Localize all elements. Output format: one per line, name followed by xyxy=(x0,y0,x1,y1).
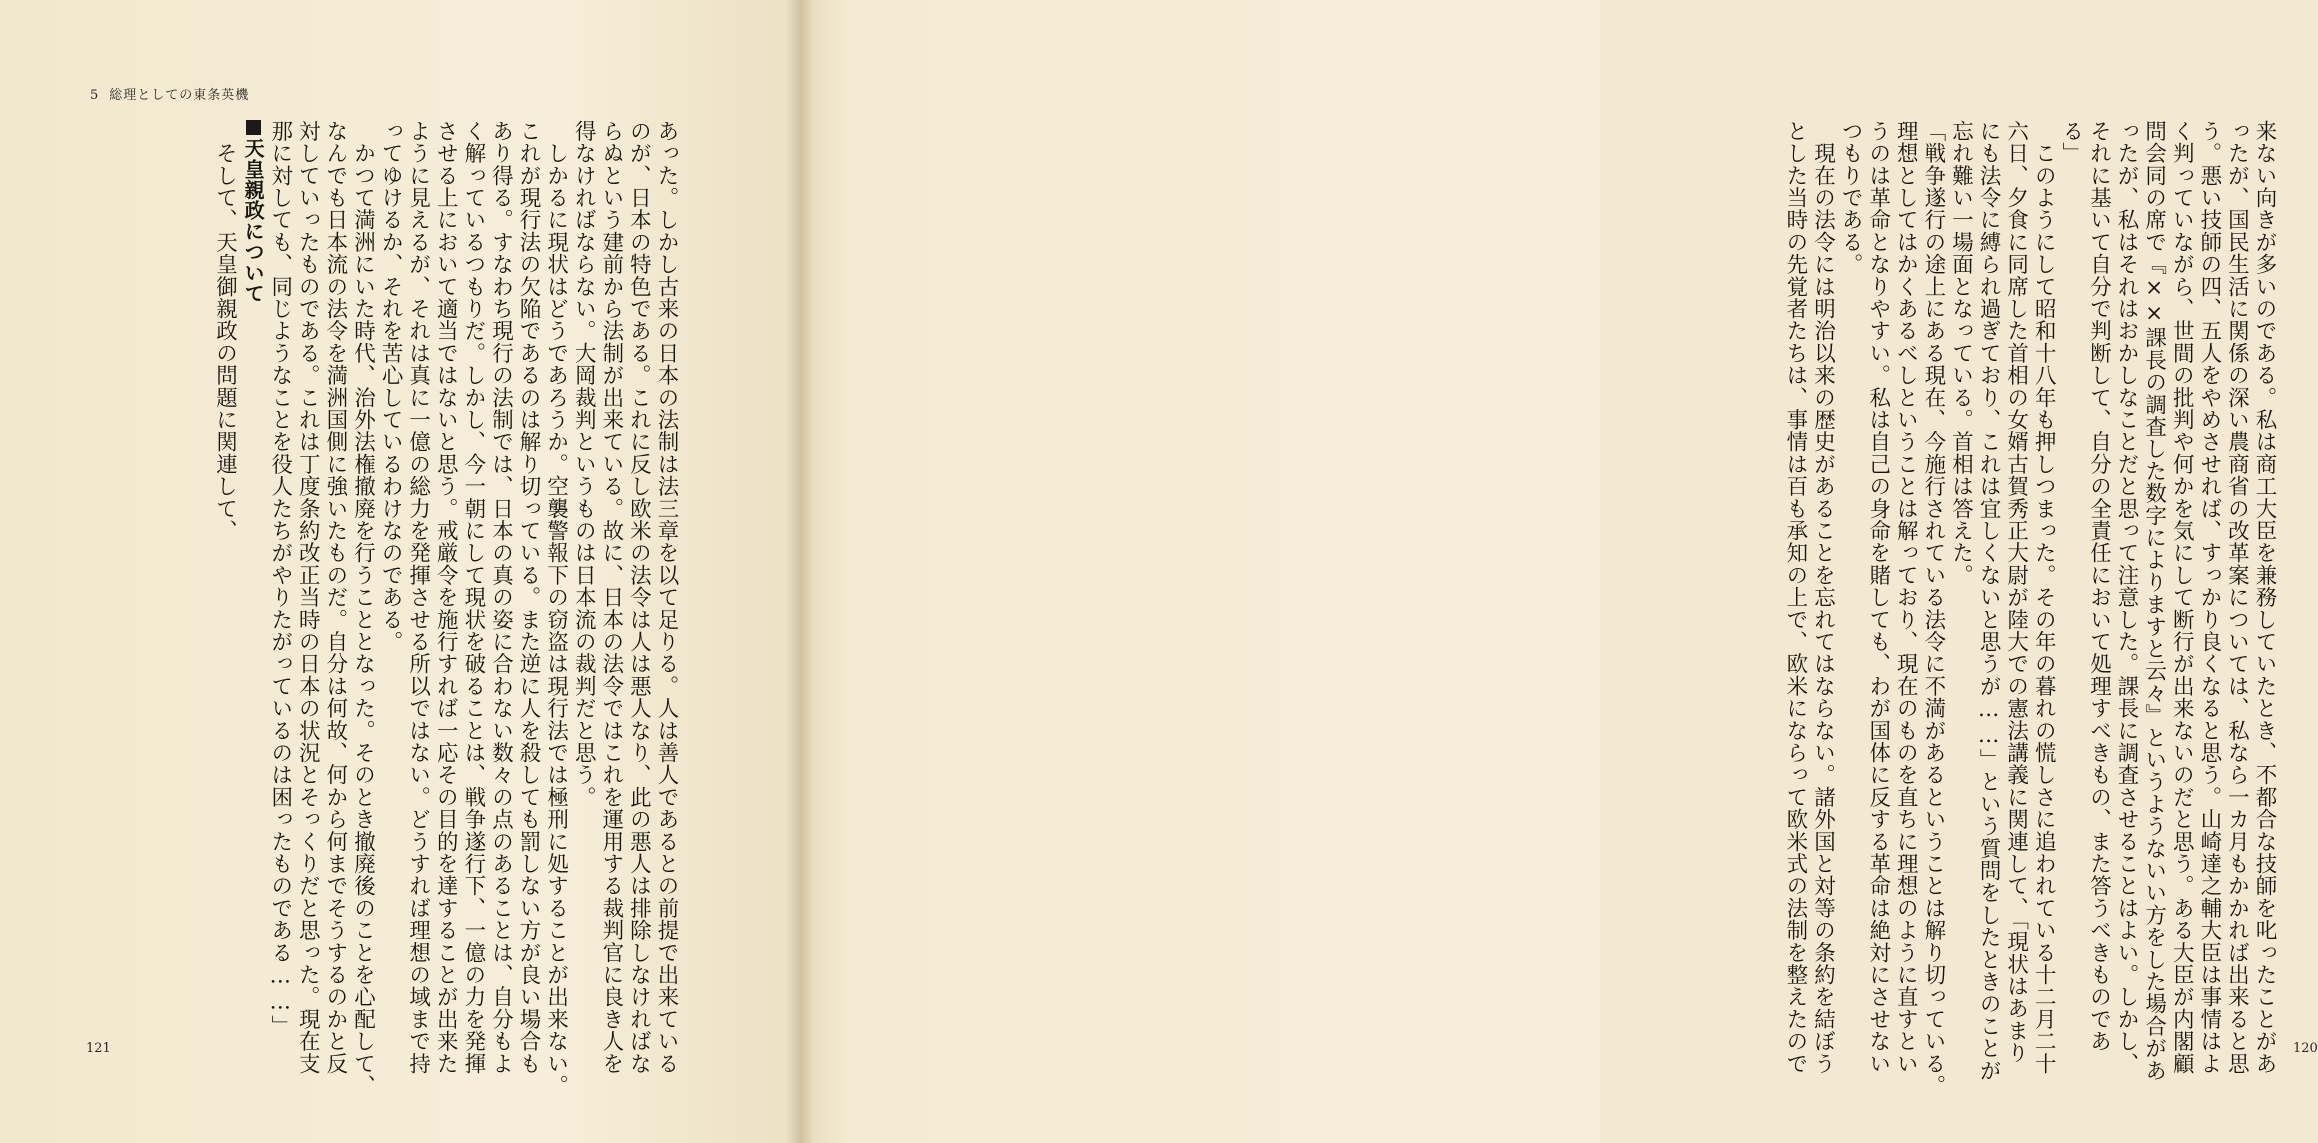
section-heading-text: 天皇親政について xyxy=(241,138,266,304)
text-line: く判っていながら、世間の批判や何かを気にして断行が出来ないのだと思う。ある大臣が内閣顧 xyxy=(2169,120,2195,1075)
text-line: 問会同の席で『××課長の調査した数字によりますと云々』というようないい方をした場合があ xyxy=(2141,120,2167,1082)
text-line: とした当時の先覚者たちは、事情は百も承知の上で、欧米にならって欧米式の法制を整えたので xyxy=(1782,120,1808,1075)
text-line: 忘れ難い一場面となっている。首相は答えた。 xyxy=(1948,120,1974,587)
text-line: うのは革命となりやすい。私は自己の身命を賭しても、わが国体に反する革命は絶対にさせない xyxy=(1865,120,1891,1075)
left-page xyxy=(0,0,800,1143)
text-line: る」 xyxy=(2058,120,2084,165)
text-line: ったが、私はそれはおかしなことだと思って注意した。課長に調査させることはよい。しかし、 xyxy=(2114,120,2140,1075)
text-line: く解っているつもりだ。しかし、今一朝にして現状を破ることは、戦争遂行下、一億の力を発揮 xyxy=(460,120,486,1075)
text-line: 得なければならない。大岡裁判というものは日本流の裁判だと思う。 xyxy=(571,120,597,809)
text-line: なんでも日本流の法令を満洲国側に強いたものだ。自分は何故、何から何までそうするのかと反 xyxy=(322,120,348,1075)
text-line: そして、天皇御親政の問題に関連して、 xyxy=(212,120,238,542)
text-line: 六日、夕食に同席した首相の女婿古賀秀正大尉が陸大での憲法講義に関連して、「現状はあまり xyxy=(2003,120,2029,1064)
text-line: ように見えるが、それは真に一億の総力を発揮させる所以ではない。どうすれば理想の域まで持 xyxy=(405,120,431,1075)
chapter-number: 5 xyxy=(90,88,100,103)
text-line: 理想としてはかくあるべしということは解っており、現在のものを直ちに理想のように直すとい xyxy=(1893,120,1919,1075)
page-number-right: 120 xyxy=(2293,1041,2318,1056)
text-line: 現在の法令には明治以来の歴史があることを忘れてはならない。諸外国と対等の条約を結ぼう xyxy=(1810,120,1836,1075)
text-line: させる上において適当ではないと思う。戒厳令を施行すれば一応その目的を達することが出来た xyxy=(433,120,459,1075)
text-line: ってゆけるか、それを苦心しているわけなのである。 xyxy=(378,120,404,653)
right-page-body-text xyxy=(1708,120,2278,1097)
text-line: 那に対しても、同じようなことを役人たちがやりたがっているのは困ったものである……」 xyxy=(267,120,293,1038)
text-line: あり得る。すなわち現行の法制では、日本の真の姿に合わない数々の点のあることは、自分もよ xyxy=(488,120,514,1075)
text-line: ったが、国民生活に関係の深い農商省の改革案については、私なら一カ月もかかれば出来ると思 xyxy=(2224,120,2250,1075)
text-line: 来ない向きが多いのである。私は商工大臣を兼務していたとき、不都合な技師を叱ったことがあ xyxy=(2252,120,2277,1075)
text-line: う。悪い技師の四、五人をやめさせれば、すっかり良くなると思う。山崎達之輔大臣は事情はよ xyxy=(2196,120,2222,1075)
text-line: これが現行法の欠陥であるのは解り切っている。また逆に人を殺しても罰しない方が良い場合も xyxy=(516,120,542,1075)
text-line: らぬという建前から法制が出来ている。故に、日本の法令ではこれを運用する裁判官に良き人を xyxy=(598,120,624,1075)
text-line: 「戦争遂行の途上にある現在、今施行されている法令に不満があるということは解り切っている。 xyxy=(1920,120,1946,1097)
running-head xyxy=(90,84,249,103)
text-line: しかるに現状はどうであろうか。空襲警報下の窃盗は現行法では極刑に処することが出来ない。 xyxy=(543,120,569,1097)
text-line: このようにして昭和十八年も押しつまった。その年の暮れの慌しさに追われている十二月二十 xyxy=(2031,120,2057,1075)
text-line: のが、日本の特色である。これに反し欧米の法令は人は悪人なり、此の悪人は排除しなければな xyxy=(626,120,652,1075)
page-number-left: 121 xyxy=(86,1041,111,1056)
chapter-title: 総理としての東条英機 xyxy=(109,88,250,103)
heading-square-icon xyxy=(246,120,261,135)
left-page-body-text xyxy=(120,120,680,1097)
text-line: つもりである。 xyxy=(1838,120,1864,276)
text-line: あった。しかし古来の日本の法制は法三章を以て足りる。人は善人であるとの前提で出来ている xyxy=(654,120,679,1075)
right-page xyxy=(800,0,2318,1143)
text-line: にも法令に縛られ過ぎており、これは宜しくないと思うが……」という質問をしたときのことが xyxy=(1976,120,2002,1082)
book-gutter xyxy=(786,0,814,1143)
text-line: 対していったものである。これは丁度条約改正当時の日本の状況とそっくりだと思った。現在支 xyxy=(295,120,321,1075)
text-line: かつて満洲にいた時代、治外法権撤廃を行うこととなった。そのとき撤廃後のことを心配して、 xyxy=(350,120,376,1097)
section-heading xyxy=(239,120,267,1050)
text-line: それに基いて自分で判断して、自分の全責任において処理すべきもの、また答うべきものであ xyxy=(2086,120,2112,1053)
